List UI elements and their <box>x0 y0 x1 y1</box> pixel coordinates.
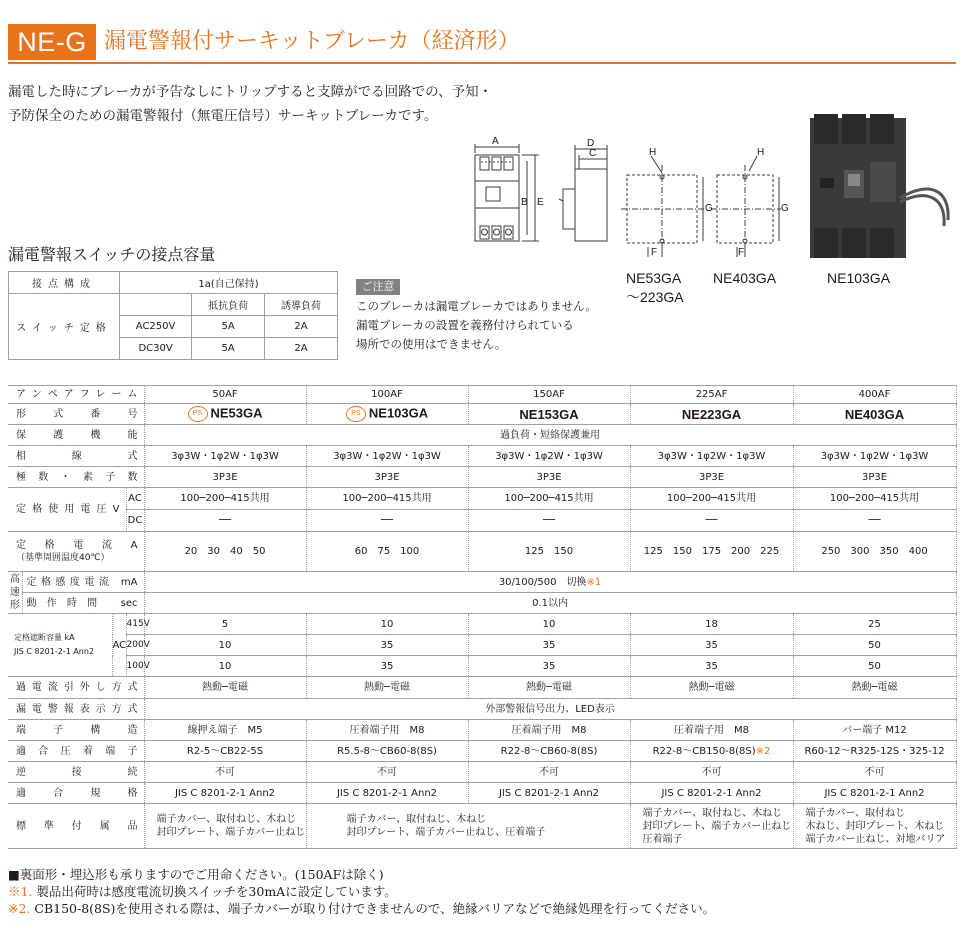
cell: 不可 <box>630 762 793 783</box>
value-cell: 5A <box>192 316 265 338</box>
row-label-group <box>8 532 144 572</box>
cell: 100─200─415共用 <box>144 488 306 510</box>
series-badge: NE-G <box>8 24 96 60</box>
cell: R5.5-8～CB60-8(8S) <box>306 741 468 762</box>
sub-label: DC <box>126 510 144 532</box>
row-label: 定格使用電圧V <box>8 488 126 532</box>
cell: 圧着端子用 M8 <box>306 720 468 741</box>
sub-label: 415V <box>126 614 144 635</box>
row-label-sub: （基準周囲温度40℃） <box>16 552 110 563</box>
cell: 5 <box>144 614 306 635</box>
cell: R22-8～CB60-8(8S) <box>468 741 630 762</box>
dim-label: C <box>589 148 597 159</box>
cell: 熱動─電磁 <box>306 677 468 699</box>
cell: 3φ3W・1φ2W・1φ3W <box>306 446 468 467</box>
dim-label: D <box>587 138 595 149</box>
value-cell: 2A <box>265 316 338 338</box>
accessory-cell: 端子カバー、取付ねじ、木ねじ 封印プレート、端子カバー止ねじ <box>144 804 306 849</box>
cell: 100─200─415共用 <box>468 488 630 510</box>
cell: ── <box>793 510 956 532</box>
notice-line: このブレーカは漏電ブレーカではありません。 <box>356 299 597 313</box>
cell: 125 150 175 200 225 <box>630 532 793 572</box>
cell: 125 150 <box>468 532 630 572</box>
note-mark: ※2 <box>755 745 771 757</box>
cell: 100AF <box>306 386 468 404</box>
value-cell: 5A <box>192 338 265 360</box>
notice-text <box>356 297 616 354</box>
model-cell: NE223GA <box>630 404 793 425</box>
dim-label: H <box>649 147 657 158</box>
cell: 100─200─415共用 <box>630 488 793 510</box>
row-label: 保護機能 <box>8 425 144 446</box>
row-label: 過電流引外し方式 <box>8 677 144 699</box>
cell: 不可 <box>306 762 468 783</box>
cell: 10 <box>468 614 630 635</box>
value-cell: 1a(自己保持) <box>120 272 338 294</box>
drawing-caption: NE403GA <box>713 270 777 286</box>
cell: JIS C 8201-2-1 Ann2 <box>306 783 468 804</box>
dim-label: H <box>757 147 765 158</box>
label-cell: 接点構成 <box>9 272 120 294</box>
cell: 100─200─415共用 <box>306 488 468 510</box>
cell: 18 <box>630 614 793 635</box>
cell: 50AF <box>144 386 306 404</box>
cell: 35 <box>306 635 468 656</box>
cell: 0.1以内 <box>144 593 956 614</box>
pse-mark-icon: PS <box>346 406 366 422</box>
model-cell: NE403GA <box>793 404 956 425</box>
cell: JIS C 8201-2-1 Ann2 <box>793 783 956 804</box>
row-label: 逆接続 <box>8 762 144 783</box>
notice-heading: ご注意 <box>356 279 400 295</box>
cell: 3P3E <box>306 467 468 488</box>
cell: バー端子 M12 <box>793 720 956 741</box>
dim-label: B <box>521 197 528 208</box>
label-cell: スイッチ定格 <box>9 294 120 360</box>
cell: 過負荷・短絡保護兼用 <box>144 425 956 446</box>
intro-line: 予防保全のための漏電警報付（無電圧信号）サーキットブレーカです。 <box>8 108 438 124</box>
cell: 35 <box>630 635 793 656</box>
cell: 不可 <box>468 762 630 783</box>
product-photo-ne103ga <box>800 110 956 262</box>
sub-label: AC <box>112 614 126 677</box>
cell: 50 <box>793 635 956 656</box>
cell: JIS C 8201-2-1 Ann2 <box>144 783 306 804</box>
cell: 3φ3W・1φ2W・1φ3W <box>793 446 956 467</box>
row-label: 適合規格 <box>8 783 144 804</box>
cell: 35 <box>468 635 630 656</box>
side-view-outline <box>575 169 607 241</box>
photo-caption: NE103GA <box>827 270 891 286</box>
cell: 225AF <box>630 386 793 404</box>
notice-line: 漏電ブレーカの設置を義務付けられている <box>356 318 574 332</box>
row-label-sub: JIS C 8201-2-1 Ann2 <box>14 647 95 656</box>
cell: 圧着端子用 M8 <box>630 720 793 741</box>
spec-table <box>8 385 957 849</box>
intro-line: 漏電した時にブレーカが予告なしにトリップすると支障がでる回路での、予知・ <box>8 84 493 100</box>
row-label: 定格電流A <box>16 539 138 551</box>
drawing-caption: ～223GA <box>626 289 684 305</box>
sub-label: 200V <box>126 635 144 656</box>
cell: ── <box>306 510 468 532</box>
row-label: 極数・素子数 <box>8 467 144 488</box>
cell: 10 <box>144 656 306 677</box>
value-cell: AC250V <box>120 316 192 338</box>
cell: 熱動─電磁 <box>630 677 793 699</box>
note-mark: ※1 <box>586 576 602 588</box>
row-label-group <box>8 614 112 677</box>
cell: ── <box>144 510 306 532</box>
model-cell: PS NE53GA <box>144 404 306 425</box>
dim-label: E <box>537 197 544 208</box>
cell: ── <box>468 510 630 532</box>
cell: 100─200─415共用 <box>793 488 956 510</box>
cell: R60-12～R325-12S・325-12 <box>793 741 956 762</box>
cell: 60 75 100 <box>306 532 468 572</box>
cell: 3P3E <box>793 467 956 488</box>
cell: 150AF <box>468 386 630 404</box>
cell: 35 <box>630 656 793 677</box>
row-label: 形式番号 <box>8 404 144 425</box>
cell: 20 30 40 50 <box>144 532 306 572</box>
row-label: 漏電警報表示方式 <box>8 699 144 720</box>
cell: 10 <box>306 614 468 635</box>
drawing-caption: NE53GA <box>626 270 682 286</box>
row-label: 端子構造 <box>8 720 144 741</box>
cell: 10 <box>144 635 306 656</box>
header-rule <box>8 62 956 64</box>
cell: 3φ3W・1φ2W・1φ3W <box>468 446 630 467</box>
accessory-cell: 端子カバー、取付ねじ、木ねじ 封印プレート、端子カバー止ねじ 圧着端子 <box>630 804 793 849</box>
value-cell: DC30V <box>120 338 192 360</box>
cell: JIS C 8201-2-1 Ann2 <box>468 783 630 804</box>
cell: 不可 <box>144 762 306 783</box>
cell: 25 <box>793 614 956 635</box>
row-label: 適合圧着端子 <box>8 741 144 762</box>
row-label: 定格感度電流 mA <box>22 572 144 593</box>
row-label: アンペアフレーム <box>8 386 144 404</box>
cell: 3P3E <box>630 467 793 488</box>
cell: 熱動─電磁 <box>793 677 956 699</box>
cell: 250 300 350 400 <box>793 532 956 572</box>
note-mark: ※1. <box>8 884 33 899</box>
model-cell: PS NE103GA <box>306 404 468 425</box>
front-view-outline <box>475 155 519 241</box>
accessory-cell: 端子カバー、取付ねじ、木ねじ 封印プレート、端子カバー止ねじ、圧着端子 <box>306 804 630 849</box>
cell: 熱動─電磁 <box>144 677 306 699</box>
cell: R2-5～CB22-5S <box>144 741 306 762</box>
cell: 熱動─電磁 <box>468 677 630 699</box>
sub-label: AC <box>126 488 144 510</box>
header-cell: 抵抗負荷 <box>192 294 265 316</box>
cell: 外部警報信号出力、LED表示 <box>144 699 956 720</box>
row-label: 相線式 <box>8 446 144 467</box>
cell: 線押え端子 M5 <box>144 720 306 741</box>
dim-label: F <box>738 247 745 258</box>
sub-label: 100V <box>126 656 144 677</box>
accessory-cell: 端子カバー、取付ねじ 木ねじ、封印プレート、木ねじ 端子カバー止ねじ、対地バリア <box>793 804 956 849</box>
note-mark: ※2. <box>8 901 31 916</box>
cell: 35 <box>468 656 630 677</box>
switch-capacity-title: 漏電警報スイッチの接点容量 <box>8 245 216 264</box>
pse-mark-icon: PS <box>188 406 208 422</box>
row-label: 動作時間 sec <box>22 593 144 614</box>
cell: JIS C 8201-2-1 Ann2 <box>630 783 793 804</box>
footnote: ■裏面形・埋込形も承りますのでご用命ください。(150AFは除く) <box>8 867 384 882</box>
switch-capacity-table <box>8 271 338 360</box>
cell: 3P3E <box>468 467 630 488</box>
cell: 不可 <box>793 762 956 783</box>
cell: 30/100/500 切換※1 <box>144 572 956 593</box>
cell: 3φ3W・1φ2W・1φ3W <box>144 446 306 467</box>
dim-label: F <box>651 247 658 258</box>
dim-label: A <box>492 136 499 147</box>
footnote: ※2. CB150-8(8S)を使用される際は、端子カバーが取り付けできませんので、絶縁バリアなどで絶縁処理を行ってください。 <box>8 901 716 916</box>
page-title: 漏電警報付サーキットブレーカ（経済形） <box>104 29 520 54</box>
cell: 3P3E <box>144 467 306 488</box>
intro-text <box>8 80 568 128</box>
model-cell: NE153GA <box>468 404 630 425</box>
cell: 50 <box>793 656 956 677</box>
footnote: ※1. 製品出荷時は感度電流切換スイッチを30mAに設定しています。 <box>8 884 397 899</box>
dim-label: G <box>781 203 789 214</box>
cell: 3φ3W・1φ2W・1φ3W <box>630 446 793 467</box>
row-label: 標準付属品 <box>8 804 144 849</box>
high-speed-label: 高速形 <box>8 572 22 614</box>
row-label: 定格遮断容量 kA <box>14 633 75 642</box>
value-cell: 2A <box>265 338 338 360</box>
cell: 400AF <box>793 386 956 404</box>
cell: R22-8～CB150-8(8S)※2 <box>630 741 793 762</box>
dimension-drawings <box>455 135 795 275</box>
dim-label: G <box>705 203 713 214</box>
header-cell: 誘導負荷 <box>265 294 338 316</box>
cell: 圧着端子用 M8 <box>468 720 630 741</box>
cell: ── <box>630 510 793 532</box>
cell: 35 <box>306 656 468 677</box>
notice-line: 場所での使用はできません。 <box>356 337 507 351</box>
